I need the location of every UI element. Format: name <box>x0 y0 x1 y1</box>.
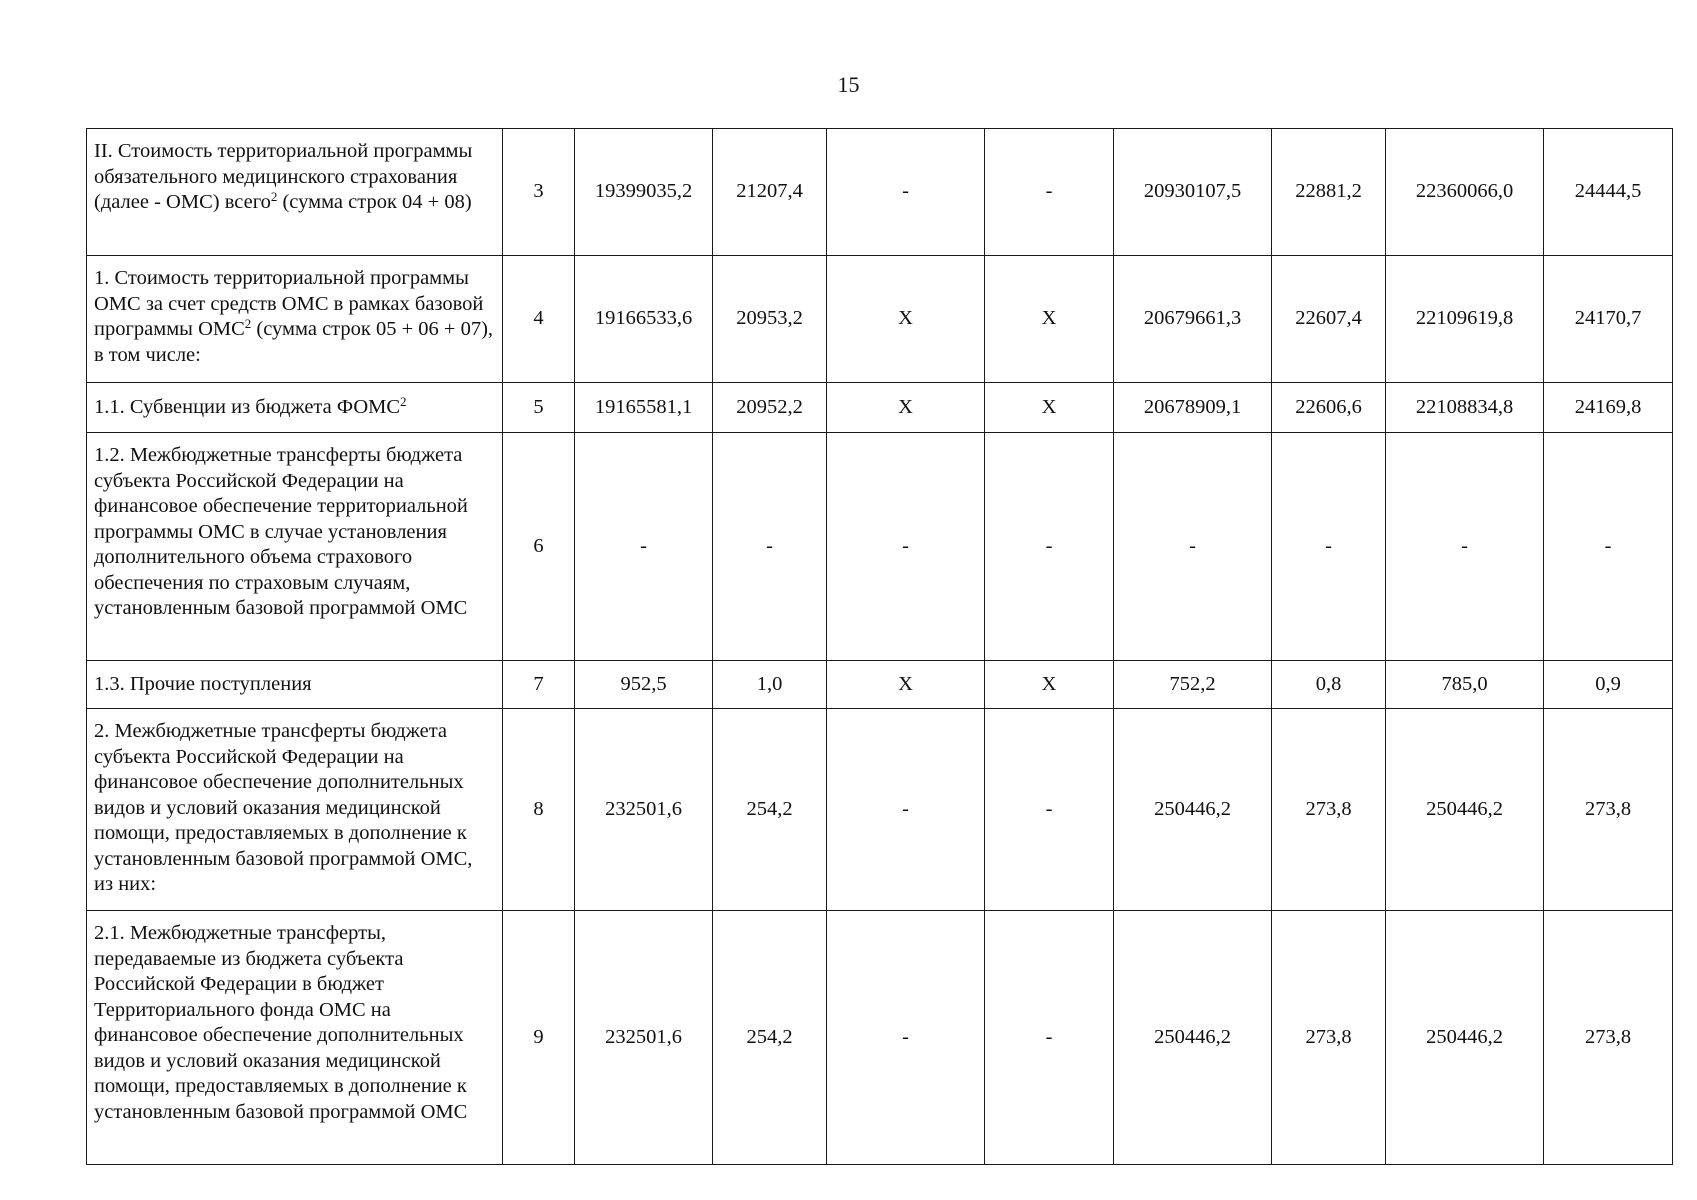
value-cell: X <box>827 256 985 383</box>
value-cell: - <box>827 911 985 1165</box>
footnote-ref: 2 <box>244 315 252 331</box>
value-cell: 22109619,8 <box>1386 256 1544 383</box>
value-cell: X <box>985 383 1114 433</box>
page-number: 15 <box>837 72 860 97</box>
value-cell: - <box>985 129 1114 256</box>
row-label: 1.1. Субвенции из бюджета ФОМС$^2$ <box>87 383 503 433</box>
value-cell: X <box>827 661 985 709</box>
value-cell: 250446,2 <box>1114 911 1272 1165</box>
value-cell: 232501,6 <box>575 911 713 1165</box>
value-cell: X <box>827 383 985 433</box>
row-code: 7 <box>503 661 575 709</box>
row-label: 1.2. Межбюджетные трансферты бюджета субъекта Российской Федерации на финансовое обеспечение территориальной программы ОМС в случае установления дополнительного объема страхового обеспечения по страховым случаям, установленным базовой программой ОМС <box>87 433 503 661</box>
row-code: 3 <box>503 129 575 256</box>
value-cell: 21207,4 <box>713 129 827 256</box>
budget-table <box>86 128 1673 1165</box>
value-cell: 24170,7 <box>1544 256 1673 383</box>
value-cell: 952,5 <box>575 661 713 709</box>
value-cell: 22360066,0 <box>1386 129 1544 256</box>
table-row <box>87 256 1673 383</box>
footnote-ref: 2 <box>270 188 278 204</box>
row-label: II. Стоимость территориальной программы обязательного медицинского страхования (далее - ОМС) всего$^2$ (сумма строк 04 + 08) <box>87 129 503 256</box>
value-cell: 273,8 <box>1544 709 1673 911</box>
value-cell: - <box>575 433 713 661</box>
value-cell: 785,0 <box>1386 661 1544 709</box>
value-cell: 22881,2 <box>1272 129 1386 256</box>
value-cell: 254,2 <box>713 911 827 1165</box>
table-row <box>87 709 1673 911</box>
value-cell: 232501,6 <box>575 709 713 911</box>
row-code: 9 <box>503 911 575 1165</box>
value-cell: 254,2 <box>713 709 827 911</box>
table-row <box>87 383 1673 433</box>
value-cell: 250446,2 <box>1114 709 1272 911</box>
value-cell: 273,8 <box>1272 911 1386 1165</box>
value-cell: X <box>985 256 1114 383</box>
row-code: 4 <box>503 256 575 383</box>
value-cell: 250446,2 <box>1386 911 1544 1165</box>
value-cell: 752,2 <box>1114 661 1272 709</box>
value-cell: 20952,2 <box>713 383 827 433</box>
value-cell: 22606,6 <box>1272 383 1386 433</box>
value-cell: - <box>985 911 1114 1165</box>
value-cell: 20678909,1 <box>1114 383 1272 433</box>
row-label: 2. Межбюджетные трансферты бюджета субъекта Российской Федерации на финансовое обеспечение дополнительных видов и условий оказания медицинской помощи, предоставляемых в дополнение к установленным базовой программой ОМС, из них: <box>87 709 503 911</box>
value-cell: - <box>827 129 985 256</box>
row-label: 1.3. Прочие поступления <box>87 661 503 709</box>
value-cell: - <box>985 433 1114 661</box>
value-cell: 19165581,1 <box>575 383 713 433</box>
value-cell: 20679661,3 <box>1114 256 1272 383</box>
value-cell: 24169,8 <box>1544 383 1673 433</box>
row-code: 8 <box>503 709 575 911</box>
table-row <box>87 661 1673 709</box>
value-cell: 0,9 <box>1544 661 1673 709</box>
value-cell: 19399035,2 <box>575 129 713 256</box>
value-cell: - <box>827 433 985 661</box>
value-cell: X <box>985 661 1114 709</box>
value-cell: - <box>1544 433 1673 661</box>
value-cell: - <box>985 709 1114 911</box>
row-label: 2.1. Межбюджетные трансферты, передаваемые из бюджета субъекта Российской Федерации в бюджет Территориального фонда ОМС на финансовое обеспечение дополнительных видов и условий оказания медицинской помощи, предоставляемых в дополнение к установленным базовой программой ОМС <box>87 911 503 1165</box>
value-cell: 1,0 <box>713 661 827 709</box>
table-row <box>87 129 1673 256</box>
value-cell: 19166533,6 <box>575 256 713 383</box>
value-cell: 22108834,8 <box>1386 383 1544 433</box>
value-cell: 24444,5 <box>1544 129 1673 256</box>
value-cell: 0,8 <box>1272 661 1386 709</box>
value-cell: 273,8 <box>1544 911 1673 1165</box>
value-cell: 22607,4 <box>1272 256 1386 383</box>
value-cell: 20930107,5 <box>1114 129 1272 256</box>
row-code: 6 <box>503 433 575 661</box>
value-cell: 250446,2 <box>1386 709 1544 911</box>
row-label: 1. Стоимость территориальной программы ОМС за счет средств ОМС в рамках базовой программы ОМС$^2$ (сумма строк 05 + 06 + 07), в том числе: <box>87 256 503 383</box>
value-cell: - <box>827 709 985 911</box>
value-cell: - <box>713 433 827 661</box>
value-cell: - <box>1272 433 1386 661</box>
value-cell: 20953,2 <box>713 256 827 383</box>
table-row <box>87 911 1673 1165</box>
table-row <box>87 433 1673 661</box>
value-cell: - <box>1386 433 1544 661</box>
value-cell: 273,8 <box>1272 709 1386 911</box>
row-code: 5 <box>503 383 575 433</box>
value-cell: - <box>1114 433 1272 661</box>
footnote-ref: 2 <box>400 393 407 409</box>
